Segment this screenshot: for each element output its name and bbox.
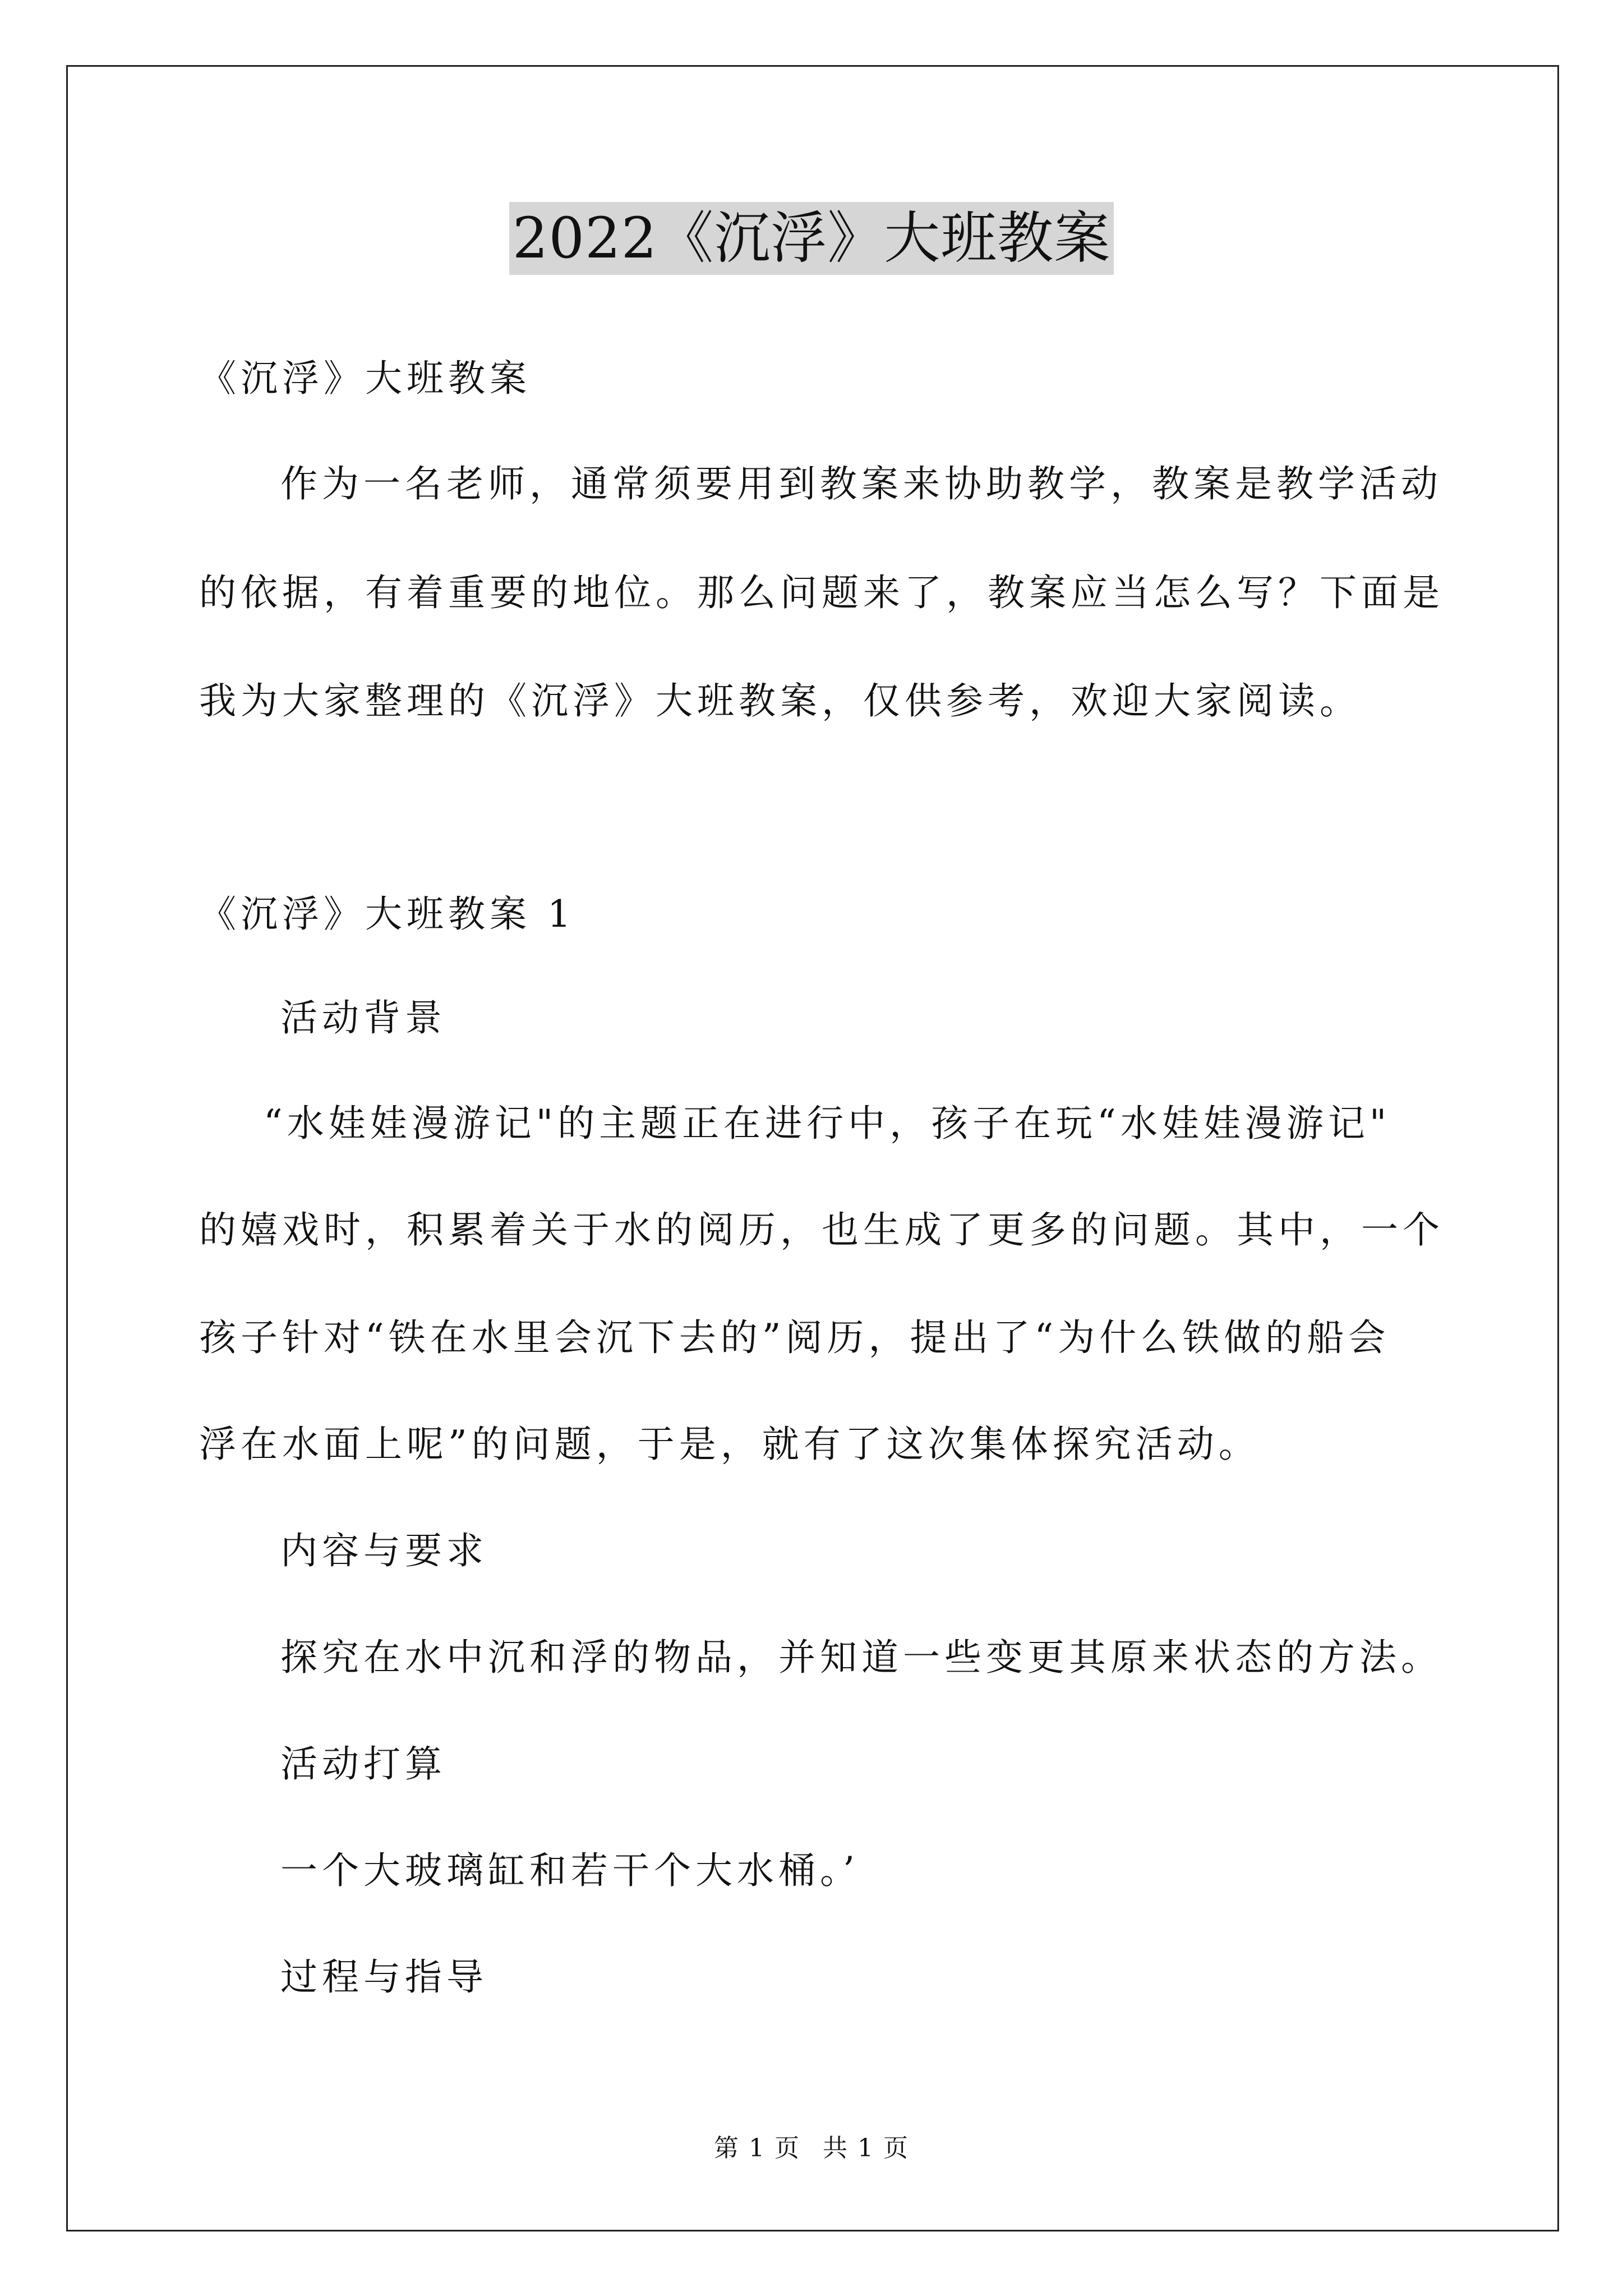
intro-line-3: 我为大家整理的《沉浮》大班教案，仅供参考，欢迎大家阅读。 — [199, 679, 1361, 723]
background-line-1: “水娃娃漫游记"的主题正在进行中，孩子在玩“水娃娃漫游记" — [264, 1102, 1391, 1145]
process-heading: 过程与指导 — [280, 1955, 488, 1999]
background-line-4: 浮在水面上呢”的问题，于是，就有了这次集体探究活动。 — [199, 1423, 1260, 1466]
prep-heading: 活动打算 — [280, 1742, 446, 1786]
page-total: 共 1 页 — [823, 2134, 909, 2162]
intro-line-1: 作为一名老师，通常须要用到教案来协助教学，教案是教学活动 — [280, 462, 1442, 505]
intro-line-2: 的依据，有着重要的地位。那么问题来了，教案应当怎么写？下面是 — [199, 571, 1444, 614]
background-line-3: 孩子针对“铁在水里会沉下去的”阅历，提出了“为什么铁做的船会 — [199, 1316, 1390, 1359]
content-text: 探究在水中沉和浮的物品，并知道一些变更其原来状态的方法。 — [280, 1636, 1442, 1679]
subtitle: 《沉浮》大班教案 — [199, 357, 531, 400]
page-footer — [0, 2132, 1623, 2165]
content-heading: 内容与要求 — [280, 1529, 488, 1572]
page-title: 2022《沉浮》大班教案 — [509, 202, 1114, 275]
prep-text: 一个大玻璃缸和若干个大水桶。’ — [280, 1849, 859, 1892]
section-heading-1: 《沉浮》大班教案 1 — [199, 892, 575, 936]
background-heading: 活动背景 — [280, 996, 446, 1039]
background-line-2: 的嬉戏时，积累着关于水的阅历，也生成了更多的问题。其中，一个 — [199, 1208, 1444, 1251]
title-container — [0, 202, 1623, 275]
page-number: 第 1 页 — [714, 2134, 800, 2162]
